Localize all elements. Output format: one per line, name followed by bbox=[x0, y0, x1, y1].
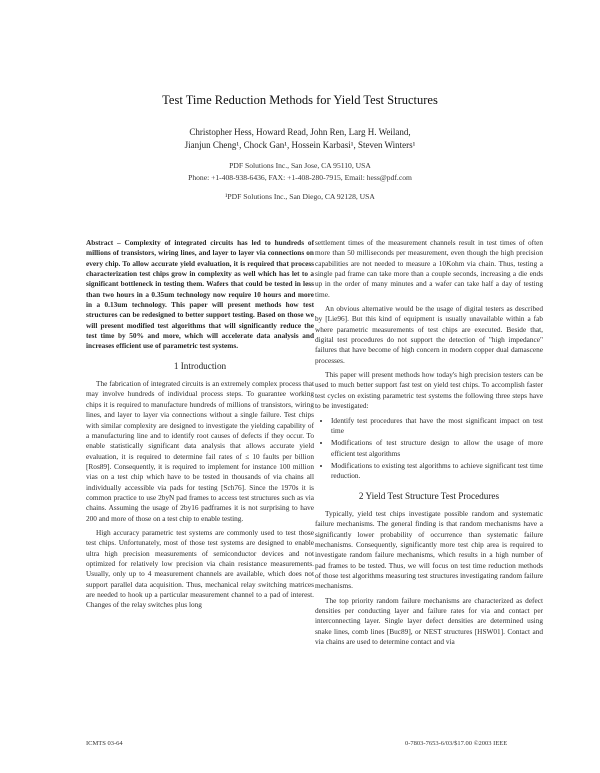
authors-line-2: Jianjun Cheng¹, Chock Gan¹, Hossein Karbasi¹, Steven Winters¹ bbox=[184, 140, 416, 150]
right-column bbox=[315, 238, 543, 651]
right-paragraph-2: An obvious alternative would be the usage of digital testers as described by [Lie96]. But this kind of equipment is usually unavailable within a fab where parametric measurements of test chips are executed. Beside that, digital test procedures do not support the detection of "high impedance" failures that have become of high concern in modern copper dual damascene processes. bbox=[315, 304, 543, 365]
abstract: Abstract – Complexity of integrated circuits has led to hundreds of millions of transistors, wiring lines, and layer to layer via connections on every chip. To allow accurate yield evaluation, it is required that process characterization test chips grow in complexity as well which has let to a significant bottleneck in testing them. Wafers that could be tested in less than two hours in a 0.35um technology now require 10 hours and more in a 0.13um technology. This paper will present methods how test structures can be redesigned to better support testing. Based on those we will present modified test algorithms that will significantly reduce the test time by 50% and more, which will accelerate data analysis and increases efficient use of parametric test systems. bbox=[86, 238, 314, 351]
list-item: • Modifications to existing test algorithms to achieve significant test time reduction. bbox=[331, 461, 543, 482]
intro-paragraph-1: The fabrication of integrated circuits is an extremely complex process that may involve hundreds of individual process steps. To guarantee working chips it is required to manufacture hundreds of millions of transistors, wiring lines, and layer to layer via connections without a single failure. Test chips with similar complexity are designed to investigate the yielding capability of a manufacturing line and to identify root causes of defects if they occur. To enable statistically significant data analysis that allows accurate yield evaluation, it is required to determine fail rates of ≤ 10 faults per billion [Ros89]. Consequently, it is required to implement for instance 100 million vias on a test chip which have to be tested in thousands of via chains all individually accessible via pads for testing [Sch76]. Since the 1970s it is common practice to use 2byN pad frames to access test structures such as via chains. Assuming the usage of 2by16 padframes it is not surprising to have 200 and more of those on a test chip to enable testing. bbox=[86, 379, 314, 523]
steps-list bbox=[315, 416, 543, 482]
intro-paragraph-2: High accuracy parametric test systems are commonly used to test those test chips. Unfortunately, most of those test systems are designed to enable ultra high precision measurements of semiconductor devices and not optimized for relatively low precision via chain resistance measurements. Usually, only up to 4 measurement channels are available, which does not support parallel data acquisition. Thus, mechanical relay switching matrices are needed to hook up a particular measurement channel to a pad of interest. Changes of the relay switches plus long bbox=[86, 527, 314, 610]
list-item: • Modifications of test structure design to allow the usage of more efficient test algorithms bbox=[331, 438, 543, 459]
right-paragraph-3: This paper will present methods how today's high precision testers can be used to much better support fast test on yield test chips. To accomplish faster test cycles on existing parametric test systems the following three steps have to be investigated: bbox=[315, 370, 543, 411]
paper-title: Test Time Reduction Methods for Yield Test Structures bbox=[162, 93, 438, 107]
author-list bbox=[0, 126, 600, 152]
list-item: • Identify test procedures that have the most significant impact on test time bbox=[331, 416, 543, 437]
section-2-paragraph-2: The top priority random failure mechanisms are characterized as defect densities per conducting layer and failure rates for via and contact per interconnecting layer. Single layer defect densities are determined using snake lines, comb lines [Buc89], or NEST structures [HSW01]. Contact and via chains are used to determine contact and via bbox=[315, 595, 543, 647]
footer-conference-id: ICMTS 03-64 bbox=[86, 740, 123, 747]
section-2-heading: 2 Yield Test Structure Test Procedures bbox=[358, 490, 500, 501]
section-1-heading: 1 Introduction bbox=[173, 360, 227, 371]
section-2-paragraph-1: Typically, yield test chips investigate possible random and systematic failure mechanisms. The general finding is that random mechanisms have a significantly lower probability of occurrence than systematic failure mechanisms. Consequently, significantly more test chip area is required to investigate random failure mechanisms, which results in a high number of pad frames to be tested. Thus, we will focus on test time reduction methods of those test algorithms measuring test structures investigating random failure mechanisms. bbox=[315, 508, 543, 591]
affiliation-secondary: ¹PDF Solutions Inc., San Diego, CA 92128, USA bbox=[225, 192, 375, 201]
left-column bbox=[86, 238, 314, 615]
affiliation-line-2: Phone: +1-408-938-6436, FAX: +1-408-280-7915, Email: hess@pdf.com bbox=[188, 173, 412, 182]
right-paragraph-1: settlement times of the measurement channels result in test times of often more than 50 milliseconds per measurement, even though the high precision capabilities are not needed to measure a 10Kohm via chain. Thus, testing a single pad frame can take more than a couple seconds, increasing a die ends up in the order of many minutes and a wafer can take half a day of testing time. bbox=[315, 238, 543, 299]
authors-line-1: Christopher Hess, Howard Read, John Ren, Larg H. Weiland, bbox=[189, 127, 411, 137]
footer-copyright: 0-7803-7653-6/03/$17.00 ©2003 IEEE bbox=[405, 740, 508, 747]
affiliation bbox=[0, 160, 600, 184]
affiliation-line-1: PDF Solutions Inc., San Jose, CA 95110, USA bbox=[229, 161, 371, 170]
